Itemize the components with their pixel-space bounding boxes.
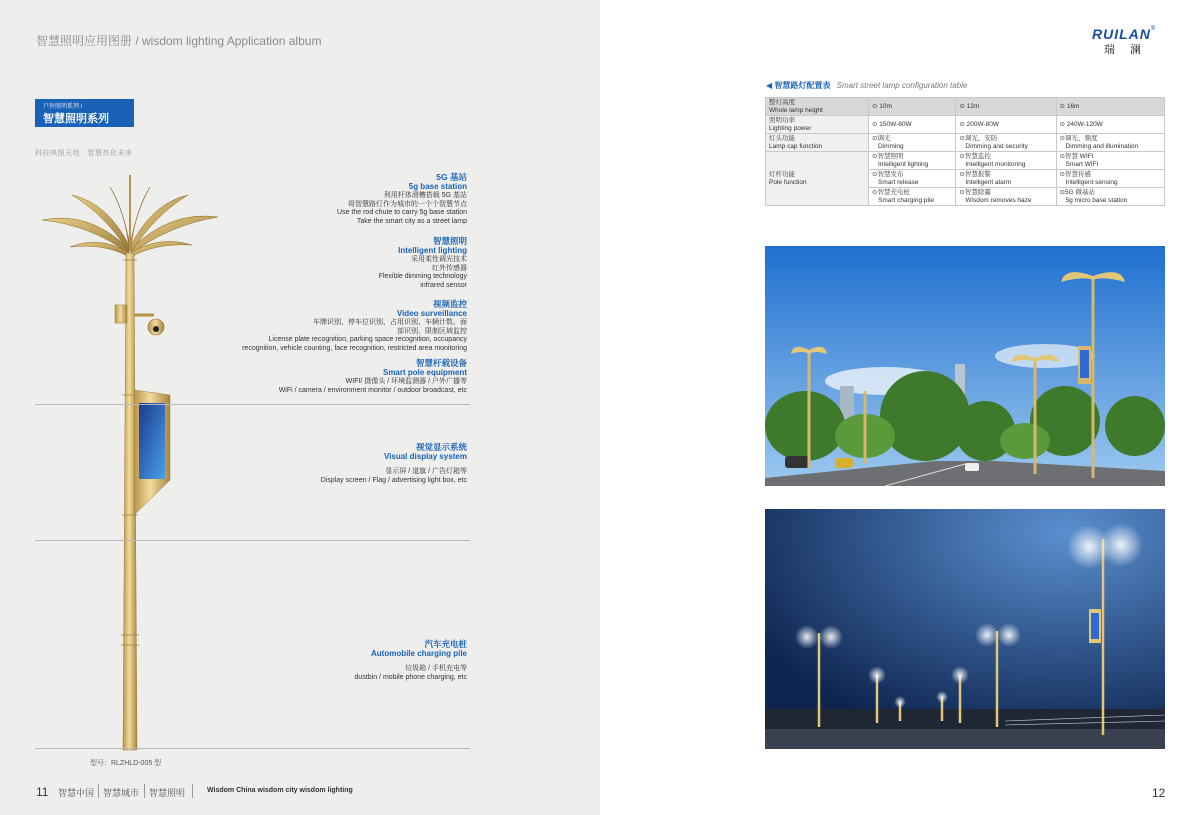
row-label: 灯杆功能 Pole function — [766, 152, 869, 206]
row-label: 照明功率 Lighting power — [766, 116, 869, 134]
feature-line: 垃圾箱 / 手机充电等 — [405, 665, 467, 672]
series-small-label: 户外照明系列 / — [43, 104, 83, 110]
table-cell: ⊙智慧传感 Intelligent sensing — [1056, 170, 1164, 188]
series-label-box — [35, 99, 134, 127]
slogan: 科技映照天地 智慧亮化未来 — [35, 150, 133, 157]
footer-item: 智慧中国 — [58, 788, 95, 798]
feature-title-zh: 智慧照明 — [432, 236, 467, 246]
table-title-zh: 智慧路灯配置表 — [774, 81, 831, 90]
feature-title-zh: 汽车充电桩 — [424, 639, 467, 649]
feature-title-zh: 5G 基站 — [436, 172, 467, 182]
page-number-right: 12 — [1152, 786, 1166, 800]
feature-charging — [137, 639, 467, 682]
feature-line: 显示屏 / 道旗 / 广告灯箱等 — [385, 468, 467, 475]
page-number-left: 11 — [36, 785, 49, 799]
feature-line: 部识别、限制区域监控 — [397, 327, 467, 335]
series-big-label: 智慧照明系列 — [43, 113, 109, 125]
feature-title-zh: 视觉显示系统 — [415, 442, 467, 452]
table-cell: ⊙ 12m — [956, 98, 1056, 116]
footer-english: Wisdom China wisdom city wisdom lighting — [207, 787, 353, 794]
table-cell: ⊙调光 Dimming — [869, 134, 956, 152]
album-title: 智慧照明应用图册 / wisdom lighting Application album — [36, 34, 322, 48]
feature-line: 采用柔性调光技术 — [411, 256, 467, 263]
table-cell: ⊙调光、频度 Dimming and illumination — [1056, 134, 1164, 152]
table-cell: ⊙智慧充电桩 Smart charging pile — [869, 188, 956, 206]
table-cell: ⊙智慧除霾 Wisdom removes haze — [956, 188, 1056, 206]
table-title-en: Smart street lamp configuration table — [836, 81, 968, 90]
feature-line: 将智慧路灯作为城市的一个个智慧节点 — [348, 200, 467, 208]
feature-line: Display screen / Flag / advertising light box, etc — [320, 476, 467, 484]
footer-separator — [144, 784, 145, 798]
footer-separator — [98, 784, 99, 798]
feature-line: recognition, vehicle counting, face recognition, restricted area monitoring — [242, 344, 467, 352]
model-number: 型号：RLZHLD-005 型 — [90, 760, 162, 767]
table-cell: ⊙智慧报警 Intelligent alarm — [956, 170, 1056, 188]
feature-line: License plate recognition, parking space recognition, occupancy — [268, 336, 467, 343]
feature-title-zh: 视频监控 — [432, 299, 467, 309]
table-cell: ⊙ 150W-80W — [869, 116, 956, 134]
logo-text-zh: 瑞 澜 — [1104, 44, 1148, 56]
feature-line: infrared sensor — [420, 281, 467, 289]
divider — [35, 748, 470, 749]
feature-line: Take the smart city as a street lamp — [356, 217, 467, 225]
feature-title-en: Video surveillance — [396, 309, 467, 318]
feature-pole-equipment — [137, 358, 467, 395]
feature-title-en: Automobile charging pile — [370, 649, 467, 658]
feature-line: Flexible dimming technology — [378, 273, 467, 280]
feature-line: 车牌识别、停车位识别、占用识别、车辆计数、面 — [313, 319, 467, 326]
table-cell: ⊙调光、安防 Dimming and security — [956, 134, 1056, 152]
divider — [35, 540, 470, 541]
daytime-street-photo — [765, 246, 1165, 486]
logo-text-en: RUILAN — [1092, 26, 1151, 42]
feature-line: WiFi / camera / environment monitor / outdoor broadcast, etc — [278, 386, 467, 394]
registered-mark: ® — [1150, 26, 1156, 32]
feature-title-en: 5g base station — [408, 182, 467, 191]
feature-display — [137, 442, 467, 485]
table-row — [766, 116, 1165, 134]
table-row — [766, 152, 1165, 170]
table-cell: ⊙ 10m — [869, 98, 956, 116]
divider — [35, 404, 470, 405]
feature-line: WIFI/ 摄像头 / 环境监测器 / 户外广播等 — [345, 378, 467, 385]
feature-video — [137, 299, 467, 353]
feature-line: Use the rod chute to carry 5g base station — [337, 209, 467, 216]
table-cell: ⊙ 16m — [1056, 98, 1164, 116]
footer-separator — [192, 784, 193, 798]
feature-line: dustbin / mobile phone charging, etc — [354, 673, 467, 681]
feature-title-en: Visual display system — [383, 452, 467, 461]
table-cell: ⊙ 200W-80W — [956, 116, 1056, 134]
table-cell: ⊙ 240W-120W — [1056, 116, 1164, 134]
table-title — [766, 80, 967, 91]
table-row — [766, 98, 1165, 116]
feature-title-zh: 智慧杆载设备 — [415, 358, 467, 368]
table-cell: ⊙智慧 WIFI Smart WIFI — [1056, 152, 1164, 170]
feature-title-en: Smart pole equipment — [382, 368, 467, 377]
config-table — [765, 97, 1165, 206]
nighttime-street-photo — [765, 509, 1165, 749]
table-cell: ⊙5G 微基站 5g micro base station — [1056, 188, 1164, 206]
feature-line: 红外传感器 — [432, 264, 467, 272]
feature-5g — [137, 172, 467, 226]
table-row — [766, 134, 1165, 152]
table-cell: ⊙智慧监控 Intelligent monitoring — [956, 152, 1056, 170]
table-cell: ⊙智慧发布 Smart release — [869, 170, 956, 188]
table-title-icon: ◀ — [766, 81, 773, 90]
footer-item: 智慧城市 — [103, 788, 140, 798]
table-cell: ⊙智慧照明 Intelligent lighting — [869, 152, 956, 170]
feature-line: 利用杆体滑槽搭载 5G 基站 — [383, 192, 467, 199]
feature-lighting — [137, 236, 467, 290]
footer-item: 智慧照明 — [149, 788, 186, 798]
row-label: 灯头功能 Lamp cap function — [766, 134, 869, 152]
feature-title-en: Intelligent lighting — [398, 246, 467, 255]
ruilan-logo — [1092, 26, 1156, 56]
row-label: 整灯高度 Whole lamp height — [766, 98, 869, 116]
